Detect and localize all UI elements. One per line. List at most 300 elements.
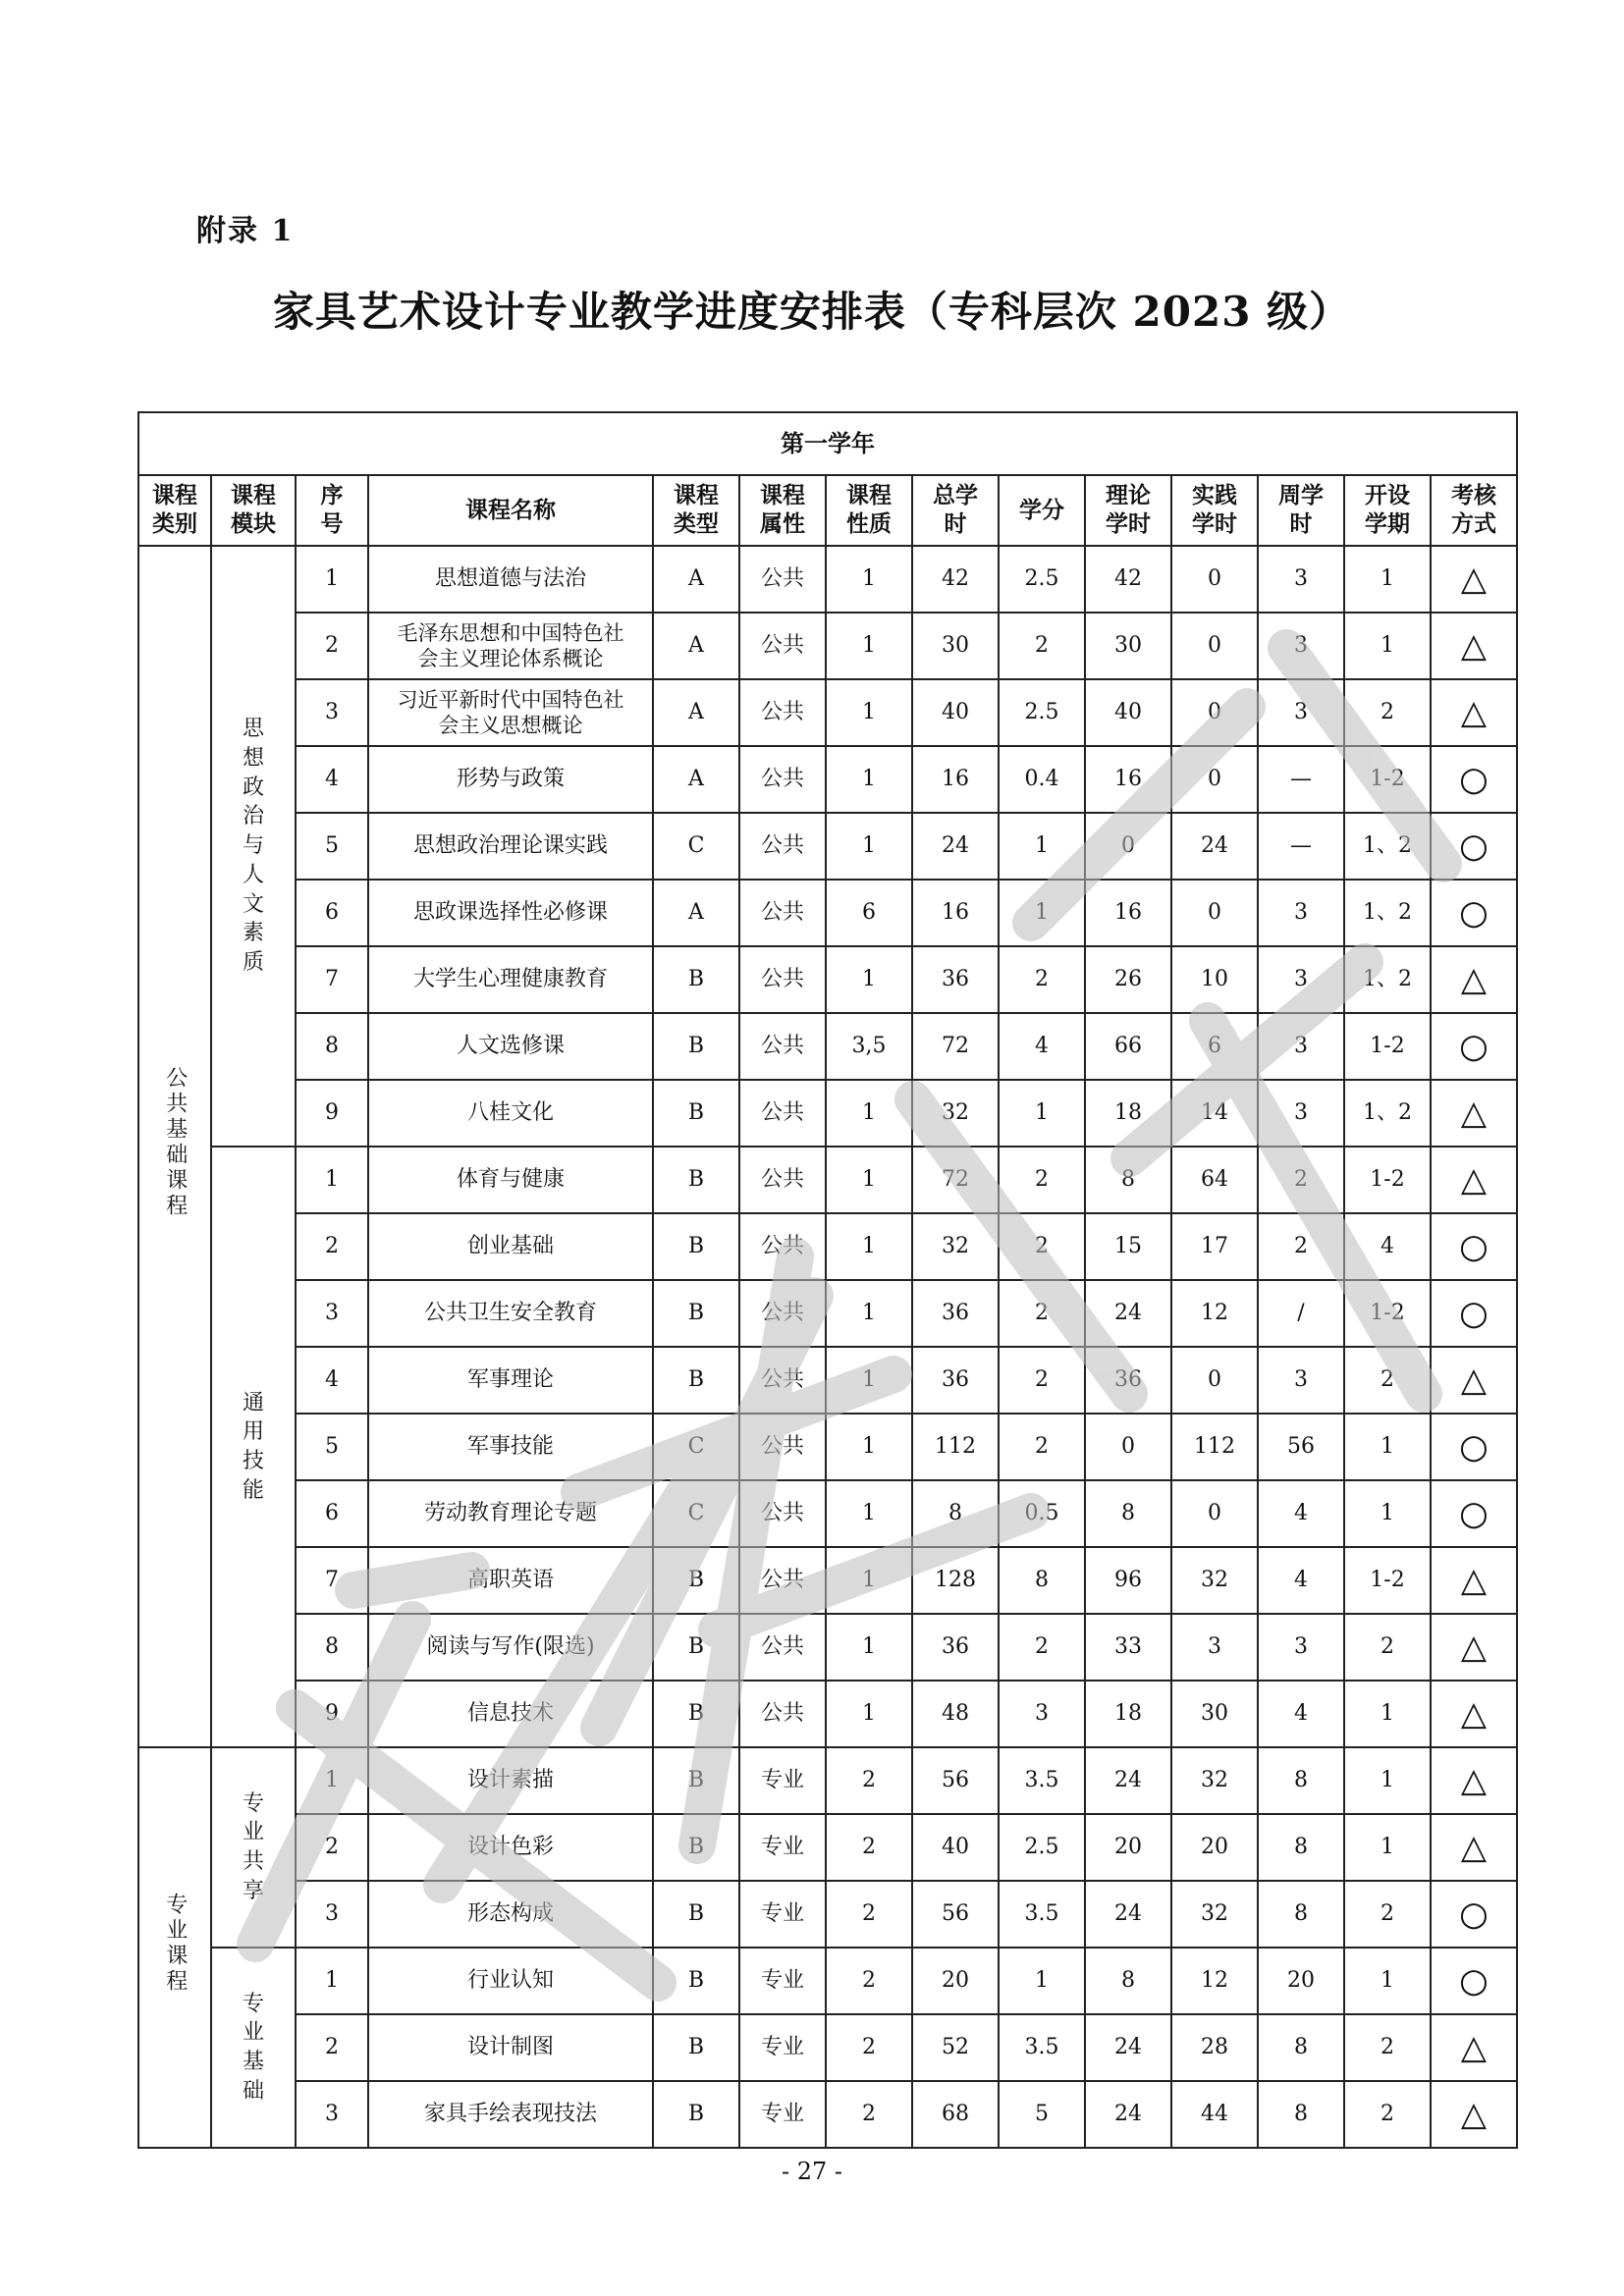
course-weekly: 2 bbox=[1258, 1147, 1344, 1213]
course-module bbox=[211, 1948, 296, 2148]
course-credit: 4 bbox=[999, 1013, 1085, 1080]
assessment-symbol: ○ bbox=[1431, 1280, 1517, 1347]
course-credit: 1 bbox=[999, 1948, 1085, 2014]
assessment-symbol: △ bbox=[1431, 1747, 1517, 1814]
column-header: 课程名称 bbox=[368, 475, 653, 546]
course-credit: 3.5 bbox=[999, 2014, 1085, 2081]
course-credit: 2.5 bbox=[999, 1814, 1085, 1881]
course-category bbox=[138, 1747, 211, 2148]
course-total: 36 bbox=[912, 1614, 999, 1681]
course-number: 3 bbox=[296, 1280, 368, 1347]
course-practice: 44 bbox=[1171, 2081, 1258, 2148]
course-name: 习近平新时代中国特色社会主义思想概论 bbox=[368, 679, 653, 746]
course-practice: 3 bbox=[1171, 1614, 1258, 1681]
course-category bbox=[138, 546, 211, 1747]
course-type: B bbox=[653, 1814, 739, 1881]
course-term: 2 bbox=[1344, 1614, 1431, 1681]
table-row bbox=[138, 2014, 1517, 2081]
course-name: 思政课选择性必修课 bbox=[368, 880, 653, 946]
course-weekly: 8 bbox=[1258, 2081, 1344, 2148]
course-weekly: — bbox=[1258, 813, 1344, 880]
course-nature: 1 bbox=[826, 1213, 912, 1280]
course-term: 1 bbox=[1344, 1948, 1431, 2014]
column-header: 课程 属性 bbox=[739, 475, 826, 546]
course-practice: 6 bbox=[1171, 1013, 1258, 1080]
column-header: 课程 类别 bbox=[138, 475, 211, 546]
course-total: 8 bbox=[912, 1480, 999, 1547]
course-theory: 40 bbox=[1085, 679, 1171, 746]
assessment-symbol: ○ bbox=[1431, 813, 1517, 880]
course-theory: 16 bbox=[1085, 880, 1171, 946]
course-module bbox=[211, 1147, 296, 1747]
course-nature: 1 bbox=[826, 746, 912, 813]
course-number: 1 bbox=[296, 1948, 368, 2014]
course-credit: 2 bbox=[999, 1347, 1085, 1414]
page-number: - 27 - bbox=[781, 2158, 842, 2185]
course-practice: 112 bbox=[1171, 1414, 1258, 1480]
table-row bbox=[138, 1747, 1517, 1814]
course-nature: 2 bbox=[826, 2081, 912, 2148]
column-header: 开设 学期 bbox=[1344, 475, 1431, 546]
course-weekly: 3 bbox=[1258, 1347, 1344, 1414]
assessment-symbol: △ bbox=[1431, 2014, 1517, 2081]
course-type: A bbox=[653, 746, 739, 813]
table-row bbox=[138, 1814, 1517, 1881]
course-term: 1、2 bbox=[1344, 813, 1431, 880]
course-attr: 公共 bbox=[739, 1080, 826, 1147]
course-weekly: 8 bbox=[1258, 1747, 1344, 1814]
course-credit: 2 bbox=[999, 1213, 1085, 1280]
course-term: 1 bbox=[1344, 1414, 1431, 1480]
course-number: 5 bbox=[296, 813, 368, 880]
course-theory: 36 bbox=[1085, 1347, 1171, 1414]
course-term: 1 bbox=[1344, 613, 1431, 679]
column-header: 课程 性质 bbox=[826, 475, 912, 546]
course-theory: 42 bbox=[1085, 546, 1171, 613]
course-number: 5 bbox=[296, 1414, 368, 1480]
assessment-symbol: △ bbox=[1431, 1614, 1517, 1681]
course-nature: 1 bbox=[826, 1280, 912, 1347]
course-total: 24 bbox=[912, 813, 999, 880]
course-number: 1 bbox=[296, 1147, 368, 1213]
course-type: B bbox=[653, 2014, 739, 2081]
course-theory: 26 bbox=[1085, 946, 1171, 1013]
assessment-symbol: ○ bbox=[1431, 1948, 1517, 2014]
course-name: 劳动教育理论专题 bbox=[368, 1480, 653, 1547]
column-header: 序 号 bbox=[296, 475, 368, 546]
course-weekly: 8 bbox=[1258, 2014, 1344, 2081]
course-theory: 8 bbox=[1085, 1480, 1171, 1547]
course-weekly: 3 bbox=[1258, 946, 1344, 1013]
course-practice: 17 bbox=[1171, 1213, 1258, 1280]
course-attr: 公共 bbox=[739, 1280, 826, 1347]
course-practice: 32 bbox=[1171, 1547, 1258, 1614]
table-row bbox=[138, 1414, 1517, 1480]
course-practice: 12 bbox=[1171, 1280, 1258, 1347]
column-header: 总学 时 bbox=[912, 475, 999, 546]
course-type: C bbox=[653, 1414, 739, 1480]
course-number: 4 bbox=[296, 1347, 368, 1414]
course-practice: 64 bbox=[1171, 1147, 1258, 1213]
course-nature: 2 bbox=[826, 1881, 912, 1948]
course-theory: 24 bbox=[1085, 1747, 1171, 1814]
course-module-label: 思想政治与人文素质 bbox=[242, 717, 264, 975]
course-theory: 15 bbox=[1085, 1213, 1171, 1280]
course-module-label: 专业基础 bbox=[242, 1991, 264, 2104]
assessment-symbol: ○ bbox=[1431, 1213, 1517, 1280]
assessment-symbol: ○ bbox=[1431, 1414, 1517, 1480]
course-weekly: 4 bbox=[1258, 1480, 1344, 1547]
course-nature: 1 bbox=[826, 1480, 912, 1547]
assessment-symbol: △ bbox=[1431, 1814, 1517, 1881]
course-name: 思想道德与法治 bbox=[368, 546, 653, 613]
course-number: 3 bbox=[296, 679, 368, 746]
course-total: 112 bbox=[912, 1414, 999, 1480]
course-attr: 专业 bbox=[739, 2014, 826, 2081]
course-term: 1 bbox=[1344, 1681, 1431, 1747]
course-attr: 公共 bbox=[739, 946, 826, 1013]
course-attr: 公共 bbox=[739, 1347, 826, 1414]
assessment-symbol: ○ bbox=[1431, 880, 1517, 946]
course-practice: 0 bbox=[1171, 679, 1258, 746]
course-type: B bbox=[653, 2081, 739, 2148]
course-term: 1-2 bbox=[1344, 1013, 1431, 1080]
course-module bbox=[211, 1747, 296, 1948]
course-attr: 公共 bbox=[739, 1013, 826, 1080]
course-theory: 96 bbox=[1085, 1547, 1171, 1614]
course-total: 48 bbox=[912, 1681, 999, 1747]
course-type: B bbox=[653, 1547, 739, 1614]
course-number: 9 bbox=[296, 1080, 368, 1147]
assessment-symbol: △ bbox=[1431, 546, 1517, 613]
course-name: 公共卫生安全教育 bbox=[368, 1280, 653, 1347]
course-name: 设计素描 bbox=[368, 1747, 653, 1814]
assessment-symbol: ○ bbox=[1431, 746, 1517, 813]
course-nature: 6 bbox=[826, 880, 912, 946]
table-row bbox=[138, 1280, 1517, 1347]
course-theory: 24 bbox=[1085, 2014, 1171, 2081]
course-total: 56 bbox=[912, 1881, 999, 1948]
course-number: 6 bbox=[296, 880, 368, 946]
course-practice: 0 bbox=[1171, 546, 1258, 613]
course-name: 信息技术 bbox=[368, 1681, 653, 1747]
year-label: 第一学年 bbox=[138, 412, 1517, 475]
course-number: 9 bbox=[296, 1681, 368, 1747]
table-row bbox=[138, 1547, 1517, 1614]
course-number: 1 bbox=[296, 546, 368, 613]
course-credit: 1 bbox=[999, 813, 1085, 880]
course-total: 30 bbox=[912, 613, 999, 679]
course-practice: 14 bbox=[1171, 1080, 1258, 1147]
course-name: 大学生心理健康教育 bbox=[368, 946, 653, 1013]
course-attr: 公共 bbox=[739, 1614, 826, 1681]
assessment-symbol: △ bbox=[1431, 1681, 1517, 1747]
course-weekly: 3 bbox=[1258, 679, 1344, 746]
course-credit: 2.5 bbox=[999, 679, 1085, 746]
course-type: B bbox=[653, 1013, 739, 1080]
course-practice: 10 bbox=[1171, 946, 1258, 1013]
course-type: B bbox=[653, 1681, 739, 1747]
table-row bbox=[138, 1614, 1517, 1681]
course-theory: 18 bbox=[1085, 1681, 1171, 1747]
course-credit: 0.5 bbox=[999, 1480, 1085, 1547]
course-number: 3 bbox=[296, 1881, 368, 1948]
course-total: 32 bbox=[912, 1080, 999, 1147]
course-weekly: 8 bbox=[1258, 1814, 1344, 1881]
course-credit: 5 bbox=[999, 2081, 1085, 2148]
course-nature: 1 bbox=[826, 1414, 912, 1480]
course-term: 1 bbox=[1344, 546, 1431, 613]
course-name: 八桂文化 bbox=[368, 1080, 653, 1147]
course-attr: 公共 bbox=[739, 679, 826, 746]
course-practice: 0 bbox=[1171, 1480, 1258, 1547]
course-nature: 1 bbox=[826, 679, 912, 746]
course-term: 1 bbox=[1344, 1480, 1431, 1547]
course-credit: 1 bbox=[999, 880, 1085, 946]
course-practice: 30 bbox=[1171, 1681, 1258, 1747]
course-nature: 1 bbox=[826, 1681, 912, 1747]
course-type: B bbox=[653, 1280, 739, 1347]
course-type: B bbox=[653, 946, 739, 1013]
course-type: B bbox=[653, 1080, 739, 1147]
assessment-symbol: ○ bbox=[1431, 1881, 1517, 1948]
course-total: 20 bbox=[912, 1948, 999, 2014]
course-credit: 2 bbox=[999, 1614, 1085, 1681]
table-row bbox=[138, 946, 1517, 1013]
course-type: C bbox=[653, 1480, 739, 1547]
course-term: 2 bbox=[1344, 1881, 1431, 1948]
course-name: 形势与政策 bbox=[368, 746, 653, 813]
course-weekly: 8 bbox=[1258, 1881, 1344, 1948]
course-weekly: 4 bbox=[1258, 1681, 1344, 1747]
course-credit: 3 bbox=[999, 1681, 1085, 1747]
document-title: 家具艺术设计专业教学进度安排表（专科层次 2023 级） bbox=[272, 288, 1352, 336]
course-total: 42 bbox=[912, 546, 999, 613]
course-attr: 专业 bbox=[739, 1948, 826, 2014]
course-name: 思想政治理论课实践 bbox=[368, 813, 653, 880]
course-type: B bbox=[653, 1213, 739, 1280]
course-theory: 16 bbox=[1085, 746, 1171, 813]
assessment-symbol: ○ bbox=[1431, 1480, 1517, 1547]
course-attr: 公共 bbox=[739, 1147, 826, 1213]
table-row bbox=[138, 546, 1517, 613]
course-type: A bbox=[653, 880, 739, 946]
column-header: 理论 学时 bbox=[1085, 475, 1171, 546]
course-name: 军事技能 bbox=[368, 1414, 653, 1480]
course-term: 4 bbox=[1344, 1213, 1431, 1280]
course-type: B bbox=[653, 1347, 739, 1414]
column-header: 周学 时 bbox=[1258, 475, 1344, 546]
course-nature: 1 bbox=[826, 813, 912, 880]
course-attr: 公共 bbox=[739, 813, 826, 880]
table-row bbox=[138, 880, 1517, 946]
course-weekly: 56 bbox=[1258, 1414, 1344, 1480]
course-nature: 2 bbox=[826, 1747, 912, 1814]
course-practice: 20 bbox=[1171, 1814, 1258, 1881]
course-weekly: / bbox=[1258, 1280, 1344, 1347]
course-term: 1 bbox=[1344, 1814, 1431, 1881]
course-weekly: 3 bbox=[1258, 613, 1344, 679]
course-theory: 8 bbox=[1085, 1147, 1171, 1213]
course-credit: 8 bbox=[999, 1547, 1085, 1614]
course-name: 军事理论 bbox=[368, 1347, 653, 1414]
course-total: 52 bbox=[912, 2014, 999, 2081]
course-total: 36 bbox=[912, 1280, 999, 1347]
course-number: 2 bbox=[296, 1213, 368, 1280]
course-term: 1-2 bbox=[1344, 1147, 1431, 1213]
course-term: 1-2 bbox=[1344, 1280, 1431, 1347]
table-row bbox=[138, 813, 1517, 880]
column-header: 考核 方式 bbox=[1431, 475, 1517, 546]
course-theory: 24 bbox=[1085, 1280, 1171, 1347]
column-header: 学分 bbox=[999, 475, 1085, 546]
course-credit: 3.5 bbox=[999, 1881, 1085, 1948]
course-term: 1、2 bbox=[1344, 880, 1431, 946]
course-term: 2 bbox=[1344, 2081, 1431, 2148]
course-practice: 28 bbox=[1171, 2014, 1258, 2081]
assessment-symbol: △ bbox=[1431, 613, 1517, 679]
course-term: 1-2 bbox=[1344, 1547, 1431, 1614]
course-nature: 1 bbox=[826, 1547, 912, 1614]
course-practice: 0 bbox=[1171, 1347, 1258, 1414]
course-weekly: 4 bbox=[1258, 1547, 1344, 1614]
course-nature: 2 bbox=[826, 1814, 912, 1881]
course-name: 设计制图 bbox=[368, 2014, 653, 2081]
course-nature: 1 bbox=[826, 1614, 912, 1681]
course-term: 1、2 bbox=[1344, 1080, 1431, 1147]
table-row bbox=[138, 1213, 1517, 1280]
column-header: 课程 模块 bbox=[211, 475, 296, 546]
course-total: 128 bbox=[912, 1547, 999, 1614]
assessment-symbol: ○ bbox=[1431, 1013, 1517, 1080]
course-name: 创业基础 bbox=[368, 1213, 653, 1280]
course-nature: 1 bbox=[826, 546, 912, 613]
course-total: 16 bbox=[912, 880, 999, 946]
course-name: 行业认知 bbox=[368, 1948, 653, 2014]
table-row bbox=[138, 1147, 1517, 1213]
course-weekly: 2 bbox=[1258, 1213, 1344, 1280]
course-total: 36 bbox=[912, 946, 999, 1013]
course-total: 68 bbox=[912, 2081, 999, 2148]
course-attr: 专业 bbox=[739, 1747, 826, 1814]
course-number: 4 bbox=[296, 746, 368, 813]
table-row bbox=[138, 1480, 1517, 1547]
table-row bbox=[138, 1681, 1517, 1747]
course-name: 人文选修课 bbox=[368, 1013, 653, 1080]
table-row bbox=[138, 1881, 1517, 1948]
course-category-label: 专业课程 bbox=[162, 1893, 188, 1996]
course-module-label: 专业共享 bbox=[242, 1790, 264, 1903]
course-type: B bbox=[653, 1747, 739, 1814]
course-credit: 2 bbox=[999, 1147, 1085, 1213]
course-name: 设计色彩 bbox=[368, 1814, 653, 1881]
course-theory: 24 bbox=[1085, 1881, 1171, 1948]
course-name: 体育与健康 bbox=[368, 1147, 653, 1213]
table-row bbox=[138, 613, 1517, 679]
appendix-label: 附录 1 bbox=[196, 214, 295, 248]
course-type: A bbox=[653, 679, 739, 746]
course-weekly: 3 bbox=[1258, 1013, 1344, 1080]
course-attr: 公共 bbox=[739, 1213, 826, 1280]
assessment-symbol: △ bbox=[1431, 946, 1517, 1013]
table-row bbox=[138, 746, 1517, 813]
course-nature: 3,5 bbox=[826, 1013, 912, 1080]
course-attr: 公共 bbox=[739, 880, 826, 946]
course-practice: 0 bbox=[1171, 746, 1258, 813]
course-number: 2 bbox=[296, 1814, 368, 1881]
course-total: 36 bbox=[912, 1347, 999, 1414]
course-nature: 2 bbox=[826, 2014, 912, 2081]
table-row bbox=[138, 1013, 1517, 1080]
course-term: 2 bbox=[1344, 2014, 1431, 2081]
course-nature: 1 bbox=[826, 1147, 912, 1213]
assessment-symbol: △ bbox=[1431, 1080, 1517, 1147]
course-nature: 1 bbox=[826, 946, 912, 1013]
assessment-symbol: △ bbox=[1431, 679, 1517, 746]
course-attr: 专业 bbox=[739, 1881, 826, 1948]
course-number: 8 bbox=[296, 1614, 368, 1681]
course-weekly: 3 bbox=[1258, 1614, 1344, 1681]
course-weekly: 3 bbox=[1258, 880, 1344, 946]
course-theory: 0 bbox=[1085, 813, 1171, 880]
course-practice: 32 bbox=[1171, 1881, 1258, 1948]
course-credit: 2 bbox=[999, 613, 1085, 679]
course-attr: 公共 bbox=[739, 1547, 826, 1614]
course-practice: 0 bbox=[1171, 613, 1258, 679]
course-weekly: — bbox=[1258, 746, 1344, 813]
column-header: 课程 类型 bbox=[653, 475, 739, 546]
course-theory: 18 bbox=[1085, 1080, 1171, 1147]
course-attr: 专业 bbox=[739, 1814, 826, 1881]
schedule-table bbox=[137, 411, 1518, 2149]
course-theory: 66 bbox=[1085, 1013, 1171, 1080]
course-name: 家具手绘表现技法 bbox=[368, 2081, 653, 2148]
table-row bbox=[138, 1080, 1517, 1147]
course-name: 毛泽东思想和中国特色社会主义理论体系概论 bbox=[368, 613, 653, 679]
course-practice: 24 bbox=[1171, 813, 1258, 880]
course-attr: 公共 bbox=[739, 1480, 826, 1547]
assessment-symbol: △ bbox=[1431, 2081, 1517, 2148]
course-number: 6 bbox=[296, 1480, 368, 1547]
course-number: 7 bbox=[296, 1547, 368, 1614]
course-credit: 0.4 bbox=[999, 746, 1085, 813]
course-term: 1-2 bbox=[1344, 746, 1431, 813]
course-credit: 2.5 bbox=[999, 546, 1085, 613]
course-theory: 30 bbox=[1085, 613, 1171, 679]
course-type: A bbox=[653, 613, 739, 679]
table-row bbox=[138, 679, 1517, 746]
course-number: 3 bbox=[296, 2081, 368, 2148]
course-credit: 2 bbox=[999, 946, 1085, 1013]
course-total: 32 bbox=[912, 1213, 999, 1280]
course-number: 1 bbox=[296, 1747, 368, 1814]
course-name: 阅读与写作(限选) bbox=[368, 1614, 653, 1681]
course-number: 2 bbox=[296, 2014, 368, 2081]
course-type: B bbox=[653, 1147, 739, 1213]
course-term: 1 bbox=[1344, 1747, 1431, 1814]
course-weekly: 3 bbox=[1258, 546, 1344, 613]
course-number: 2 bbox=[296, 613, 368, 679]
course-theory: 20 bbox=[1085, 1814, 1171, 1881]
course-nature: 1 bbox=[826, 613, 912, 679]
course-attr: 专业 bbox=[739, 2081, 826, 2148]
course-name: 高职英语 bbox=[368, 1547, 653, 1614]
course-weekly: 20 bbox=[1258, 1948, 1344, 2014]
course-type: C bbox=[653, 813, 739, 880]
table-row bbox=[138, 1948, 1517, 2014]
course-nature: 2 bbox=[826, 1948, 912, 2014]
course-total: 16 bbox=[912, 746, 999, 813]
